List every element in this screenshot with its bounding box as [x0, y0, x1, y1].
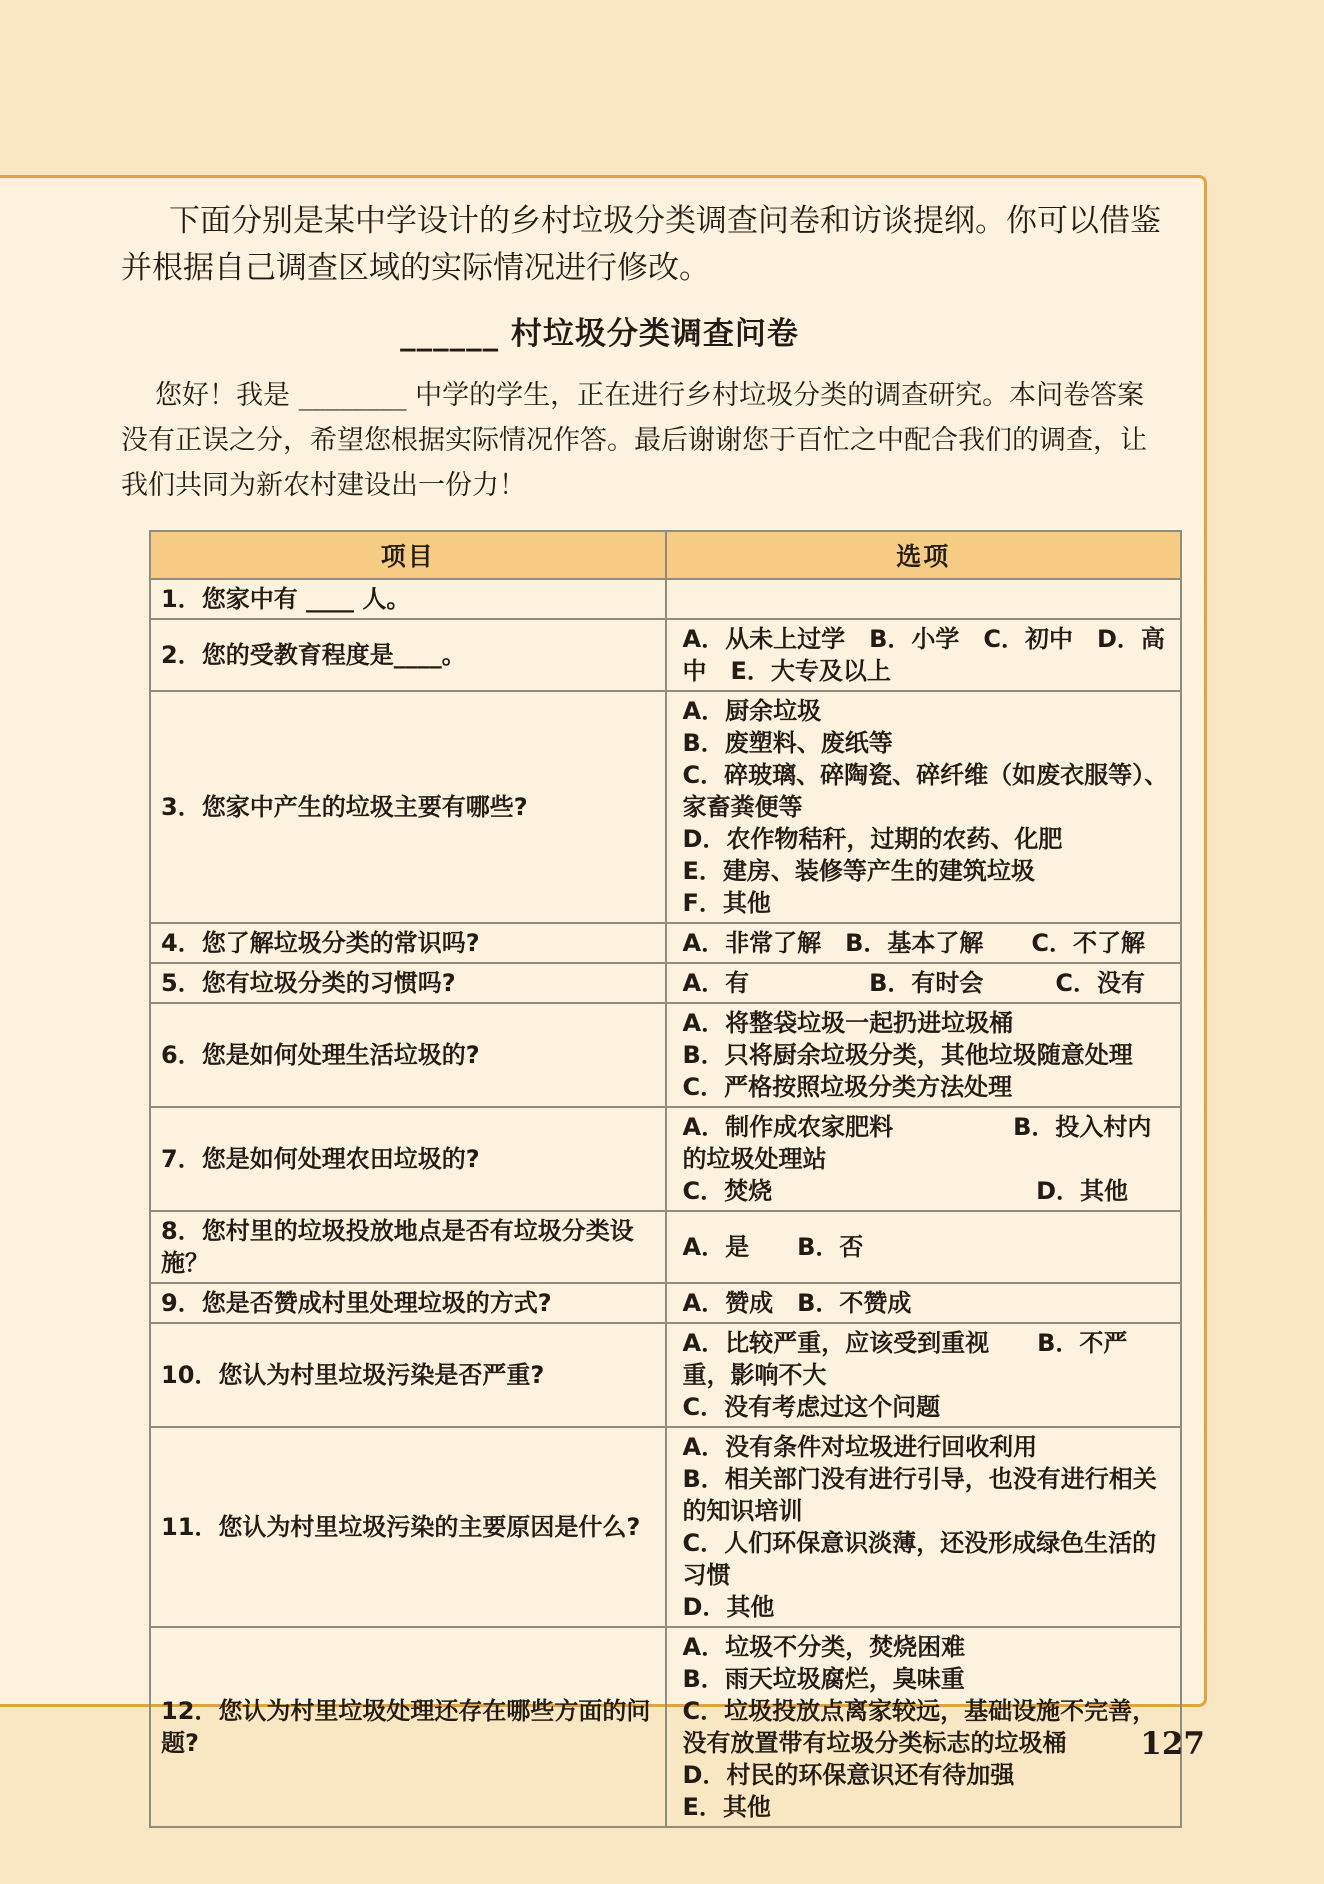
- option-line: A．是 B．否: [682, 1233, 864, 1261]
- col-header-options: 选项: [666, 531, 1182, 579]
- option-line: A．比较严重，应该受到重视 B．不严重，影响不大: [682, 1329, 1128, 1389]
- option-line: D．村民的环保意识还有待加强: [682, 1761, 1015, 1789]
- question-cell: 11．您认为村里垃圾污染的主要原因是什么?: [150, 1427, 666, 1627]
- options-cell: [666, 1003, 1182, 1107]
- option-line: C．垃圾投放点离家较远，基础设施不完善，没有放置带有垃圾分类标志的垃圾桶: [682, 1697, 1157, 1757]
- option-line: A．没有条件对垃圾进行回收利用: [682, 1433, 1038, 1461]
- table-row: [150, 579, 1181, 619]
- table-row: [150, 1627, 1181, 1827]
- option-line: [683, 583, 1171, 615]
- questionnaire-title: ______ 村垃圾分类调查问卷: [400, 316, 799, 352]
- option-line: C．严格按照垃圾分类方法处理: [682, 1073, 1013, 1101]
- greeting-paragraph: 您好！我是 ________ 中学的学生，正在进行乡村垃圾分类的调查研究。本问卷答案没有正误之分，希望您根据实际情况作答。最后谢谢您于百忙之中配合我们的调查，让我们共同为新农村建设出一份力！: [121, 380, 1147, 501]
- question-cell: 1．您家中有 ____ 人。: [150, 579, 666, 619]
- table-row: [150, 619, 1181, 691]
- table-header-row: [150, 531, 1181, 579]
- options-cell: [666, 619, 1182, 691]
- table-row: [150, 1003, 1181, 1107]
- question-cell: 8．您村里的垃圾投放地点是否有垃圾分类设施？: [150, 1211, 666, 1283]
- option-line: C．人们环保意识淡薄，还没形成绿色生活的习惯: [682, 1529, 1157, 1589]
- option-line: E．其他: [682, 1793, 771, 1821]
- question-cell: 12．您认为村里垃圾处理还存在哪些方面的问题?: [150, 1627, 666, 1827]
- option-line: A．厨余垃圾: [682, 697, 822, 725]
- question-cell: 6．您是如何处理生活垃圾的?: [150, 1003, 666, 1107]
- page-number: 127: [1140, 1726, 1205, 1762]
- table-row: [150, 1211, 1181, 1283]
- col-header-item: 项目: [150, 531, 666, 579]
- option-line: A．垃圾不分类，焚烧困难: [682, 1633, 966, 1661]
- question-cell: 2．您的受教育程度是____。: [150, 619, 666, 691]
- question-cell: 7．您是如何处理农田垃圾的?: [150, 1107, 666, 1211]
- option-line: A．非常了解 B．基本了解 C．不了解: [682, 929, 1145, 957]
- option-line: A．从未上过学 B．小学 C．初中 D．高中 E．大专及以上: [682, 625, 1165, 685]
- question-cell: 5．您有垃圾分类的习惯吗?: [150, 963, 666, 1003]
- option-line: B．相关部门没有进行引导，也没有进行相关的知识培训: [682, 1465, 1157, 1525]
- question-cell: 4．您了解垃圾分类的常识吗?: [150, 923, 666, 963]
- option-line: A．有 B．有时会 C．没有: [682, 969, 1145, 997]
- options-cell: [666, 923, 1182, 963]
- option-line: C．碎玻璃、碎陶瓷、碎纤维（如废衣服等）、家畜粪便等: [682, 761, 1169, 821]
- table-row: [150, 1107, 1181, 1211]
- option-line: A．制作成农家肥料 B．投入村内的垃圾处理站: [682, 1113, 1152, 1173]
- question-cell: 9．您是否赞成村里处理垃圾的方式?: [150, 1283, 666, 1323]
- option-line: B．只将厨余垃圾分类，其他垃圾随意处理: [682, 1041, 1133, 1069]
- question-cell: 3．您家中产生的垃圾主要有哪些?: [150, 691, 666, 923]
- option-line: A．将整袋垃圾一起扔进垃圾桶: [682, 1009, 1014, 1037]
- table-row: [150, 923, 1181, 963]
- table-row: [150, 963, 1181, 1003]
- option-line: B．废塑料、废纸等: [682, 729, 893, 757]
- options-cell: [666, 579, 1182, 619]
- options-cell: [666, 1427, 1182, 1627]
- options-cell: [666, 691, 1182, 923]
- options-cell: [666, 1107, 1182, 1211]
- table-row: [150, 1427, 1181, 1627]
- option-line: A．赞成 B．不赞成: [682, 1289, 912, 1317]
- table-row: [150, 1323, 1181, 1427]
- options-cell: [666, 1283, 1182, 1323]
- options-cell: [666, 1211, 1182, 1283]
- table-row: [150, 691, 1181, 923]
- option-line: D．其他: [682, 1593, 775, 1621]
- option-line: E．建房、装修等产生的建筑垃圾: [682, 857, 1035, 885]
- option-line: B．雨天垃圾腐烂，臭味重: [682, 1665, 965, 1693]
- intro-paragraph: 下面分别是某中学设计的乡村垃圾分类调查问卷和访谈提纲。你可以借鉴并根据自己调查区域的实际情况进行修改。: [121, 203, 1161, 286]
- option-line: C．没有考虑过这个问题: [682, 1393, 941, 1421]
- options-cell: [666, 963, 1182, 1003]
- questionnaire-table: [149, 530, 1182, 1828]
- option-line: F．其他: [682, 889, 771, 917]
- option-line: C．焚烧 D．其他: [682, 1177, 1129, 1205]
- options-cell: [666, 1323, 1182, 1427]
- table-row: [150, 1283, 1181, 1323]
- option-line: D．农作物秸秆，过期的农药、化肥: [682, 825, 1063, 853]
- question-cell: 10．您认为村里垃圾污染是否严重?: [150, 1323, 666, 1427]
- options-cell: [666, 1627, 1182, 1827]
